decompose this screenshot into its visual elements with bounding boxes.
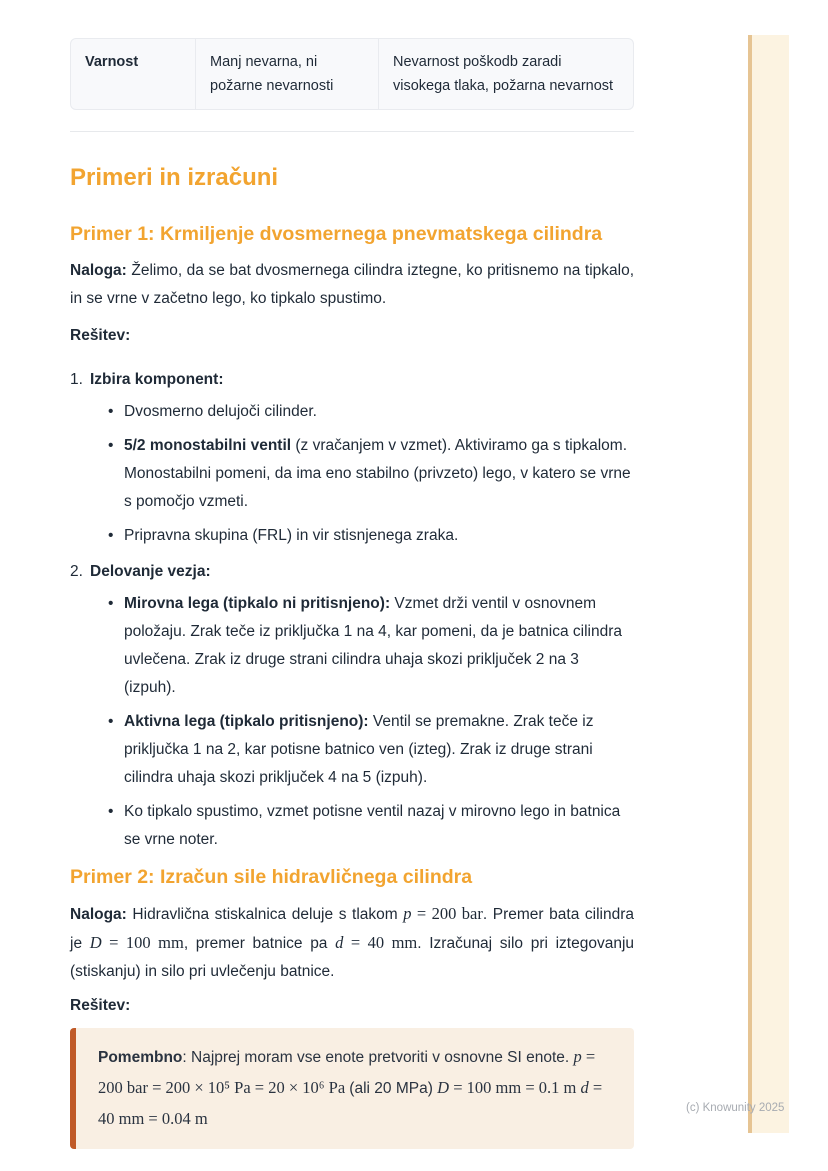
table-cell-varnost: Varnost	[70, 38, 196, 110]
primer1-naloga-paragraph	[70, 257, 634, 313]
watermark: (c) Knowunity 2025	[686, 1102, 785, 1114]
list-item-body: Vzmet drži ventil v osnovnem položaju. Zrak teče iz priključka 1 na 4, kar pomeni, da je batnica cilindra uvlečena. Zrak iz druge strani cilindra uhaja skozi priključek 2 na 3 (izpuh).	[124, 595, 622, 696]
list-item	[70, 798, 634, 854]
list-item-bold: 5/2 monostabilni ventil	[124, 437, 292, 454]
step-number: 1.	[70, 371, 83, 388]
primer2-naloga-paragraph	[70, 900, 634, 986]
primer1-heading: Primer 1: Krmiljenje dvosmernega pnevmatskega cilindra	[70, 223, 603, 245]
math-variable: d	[335, 933, 344, 952]
math-segment: = 100 mm	[101, 933, 184, 952]
step-1	[70, 366, 634, 550]
math-segment: = 40 mm = 0.04 m	[98, 1078, 603, 1128]
next-page-edge-strip	[748, 35, 789, 1133]
math-segment: = 40 mm	[343, 933, 418, 952]
list-item-body: Dvosmerno delujoči cilinder.	[124, 403, 317, 420]
bullet-icon: •	[108, 437, 114, 454]
primer1-steps	[70, 366, 634, 854]
bullet-icon: •	[108, 527, 114, 544]
text-segment: (ali 20 MPa)	[349, 1080, 438, 1097]
naloga-label: Naloga:	[70, 906, 127, 923]
primer2-heading: Primer 2: Izračun sile hidravličnega cilindra	[70, 866, 473, 888]
list-item-body: (z vračanjem v vzmet). Aktiviramo ga s tipkalom. Monostabilni pomeni, da ima eno stabilno (privzeto) lego, v katero se vrne s pomočjo vzmeti.	[124, 437, 631, 510]
callout-label: Pomembno	[98, 1049, 183, 1066]
math-segment: = 200 bar	[411, 904, 483, 923]
callout-intro: : Najprej moram vse enote pretvoriti v osnovne SI enote.	[182, 1049, 574, 1066]
math-variable: p	[403, 904, 412, 923]
naloga-text: Želimo, da se bat dvosmernega cilindra iztegne, ko pritisnemo na tipkalo, in se vrne v začetno lego, ko tipkalo spustimo.	[70, 262, 634, 307]
text-segment: Hidravlična stiskalnica deluje s tlakom	[126, 906, 404, 923]
document-content	[70, 38, 634, 1149]
text-segment: . Izračunaj silo pri iztegovanju (stiskanju) in silo pri uvlečenju batnice.	[70, 935, 635, 980]
list-item-text	[124, 398, 634, 426]
step-number: 2.	[70, 563, 83, 580]
list-item	[70, 398, 634, 426]
list-item	[70, 590, 634, 702]
math-variable: D	[89, 933, 102, 952]
table-cell-hydraulics: Nevarnost poškodb zaradi visokega tlaka, požarna nevarnost	[379, 38, 634, 110]
list-item	[70, 432, 634, 516]
bullet-icon: •	[108, 803, 114, 820]
math-variable: d	[580, 1078, 589, 1097]
step-title: Delovanje vezja:	[90, 563, 211, 580]
step-title: Izbira komponent:	[90, 371, 224, 388]
primer1-resitev-label: Rešitev:	[70, 327, 131, 344]
text-segment: , premer batnice pa	[183, 935, 336, 952]
math-segment: = 100 mm = 0.1 m	[449, 1078, 581, 1097]
bullet-icon: •	[108, 713, 114, 730]
step-1-bullets	[70, 398, 634, 550]
list-item-body: Ventil se premakne. Zrak teče iz priključka 1 na 2, kar potisne batnico ven (izteg). Zrak iz druge strani cilindra uhaja skozi priključek 4 na 5 (izpuh).	[124, 713, 594, 786]
list-item-text	[124, 522, 634, 550]
text-segment: . Premer bata cilindra je	[70, 906, 634, 952]
step-1-head	[70, 366, 634, 394]
list-item-text	[124, 432, 634, 516]
math-segment: = 200 bar = 200 × 10⁵ Pa = 20 × 10⁶ Pa	[98, 1047, 596, 1097]
section-divider	[70, 131, 634, 132]
list-item-body: Pripravna skupina (FRL) in vir stisnjenega zraka.	[124, 527, 459, 544]
bullet-icon: •	[108, 403, 114, 420]
list-item	[70, 522, 634, 550]
table-row	[70, 38, 634, 110]
step-2	[70, 558, 634, 854]
list-item-body: Ko tipkalo spustimo, vzmet potisne ventil nazaj v mirovno lego in batnica se vrne noter.	[124, 803, 621, 848]
naloga-label: Naloga:	[70, 262, 127, 279]
list-item-text	[124, 708, 634, 792]
bullet-icon: •	[108, 595, 114, 612]
comparison-table-fragment	[70, 38, 634, 110]
list-item-text	[124, 798, 634, 854]
math-variable: p	[573, 1047, 582, 1066]
section-heading: Primeri in izračuni	[70, 164, 279, 191]
important-callout	[70, 1028, 634, 1149]
step-2-head	[70, 558, 634, 586]
list-item-bold: Mirovna lega (tipkalo ni pritisnjeno):	[124, 595, 391, 612]
step-2-bullets	[70, 590, 634, 854]
table-cell-pneumatics: Manj nevarna, ni požarne nevarnosti	[196, 38, 379, 110]
list-item	[70, 708, 634, 792]
math-variable: D	[437, 1078, 450, 1097]
list-item-text	[124, 590, 634, 702]
list-item-bold: Aktivna lega (tipkalo pritisnjeno):	[124, 713, 369, 730]
primer2-resitev-label: Rešitev:	[70, 997, 131, 1014]
